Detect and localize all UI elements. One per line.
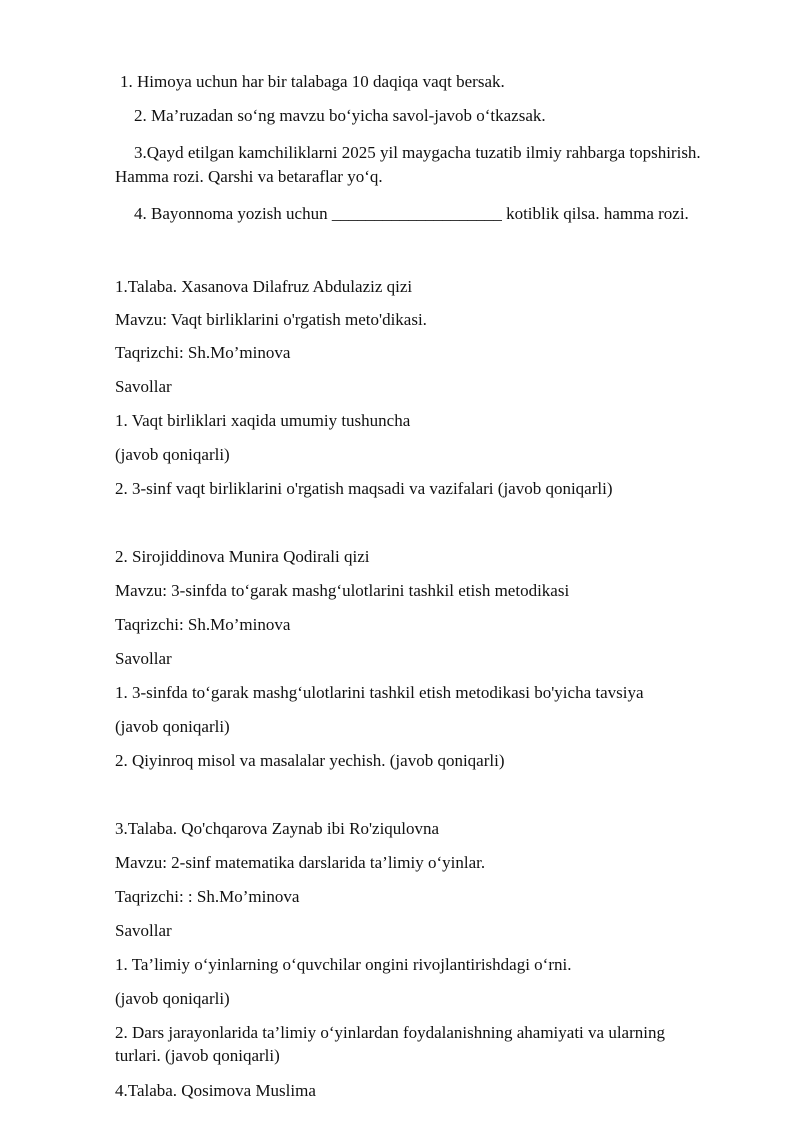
student-3-question-line: 2. Dars jarayonlarida ta’limiy o‘yinlardan foydalanishning ahamiyati va ularning — [115, 1023, 665, 1042]
intro-item-3-line-1: 3.Qayd etilgan kamchiliklarni 2025 yil maygacha tuzatib ilmiy rahbarga topshirish. — [134, 143, 701, 162]
student-1-question-line: 2. 3-sinf vaqt birliklarini o'rgatish maqsadi va vazifalari (javob qoniqarli) — [115, 479, 613, 498]
intro-item-1: 1. Himoya uchun har bir talabaga 10 daqiqa vaqt bersak. — [120, 72, 505, 91]
student-1-heading: 1.Talaba. Xasanova Dilafruz Abdulaziz qizi — [115, 277, 413, 296]
student-3-question-line: turlari. (javob qoniqarli) — [115, 1046, 280, 1065]
student-2-reviewer: Taqrizchi: Sh.Mo’minova — [115, 615, 291, 634]
student-2-heading: 2. Sirojiddinova Munira Qodirali qizi — [115, 547, 370, 566]
student-3-topic: Mavzu: 2-sinf matematika darslarida ta’limiy o‘yinlar. — [115, 853, 486, 872]
student-1-questions-label: Savollar — [115, 377, 172, 396]
student-1-question-line: 1. Vaqt birliklari xaqida umumiy tushuncha — [115, 411, 411, 430]
student-2-questions-label: Savollar — [115, 649, 172, 668]
student-1-topic: Mavzu: Vaqt birliklarini o'rgatish meto'dikasi. — [115, 310, 427, 329]
intro-item-2: 2. Ma’ruzadan so‘ng mavzu bo‘yicha savol-javob o‘tkazsak. — [134, 106, 546, 125]
student-3-reviewer: Taqrizchi: : Sh.Mo’minova — [115, 887, 300, 906]
student-4-heading: 4.Talaba. Qosimova Muslima — [115, 1081, 316, 1100]
student-3-heading: 3.Talaba. Qo'chqarova Zaynab ibi Ro'ziqulovna — [115, 819, 440, 838]
student-3-questions-label: Savollar — [115, 921, 172, 940]
student-2-topic: Mavzu: 3-sinfda to‘garak mashg‘ulotlarini tashkil etish metodikasi — [115, 581, 570, 600]
student-3-question-line: 1. Ta’limiy o‘yinlarning o‘quvchilar ongini rivojlantirishdagi o‘rni. — [115, 955, 572, 974]
student-1-question-line: (javob qoniqarli) — [115, 445, 230, 464]
student-2-question-line: (javob qoniqarli) — [115, 717, 230, 736]
student-3-question-line: (javob qoniqarli) — [115, 989, 230, 1008]
intro-item-3-line-2: Hamma rozi. Qarshi va betaraflar yo‘q. — [115, 167, 383, 186]
student-1-reviewer: Taqrizchi: Sh.Mo’minova — [115, 343, 291, 362]
student-2-question-line: 2. Qiyinroq misol va masalalar yechish. (javob qoniqarli) — [115, 751, 505, 770]
intro-item-4: 4. Bayonnoma yozish uchun ____________________ kotiblik qilsa. hamma rozi. — [134, 204, 689, 223]
student-2-question-line: 1. 3-sinfda to‘garak mashg‘ulotlarini tashkil etish metodikasi bo'yicha tavsiya — [115, 683, 644, 702]
